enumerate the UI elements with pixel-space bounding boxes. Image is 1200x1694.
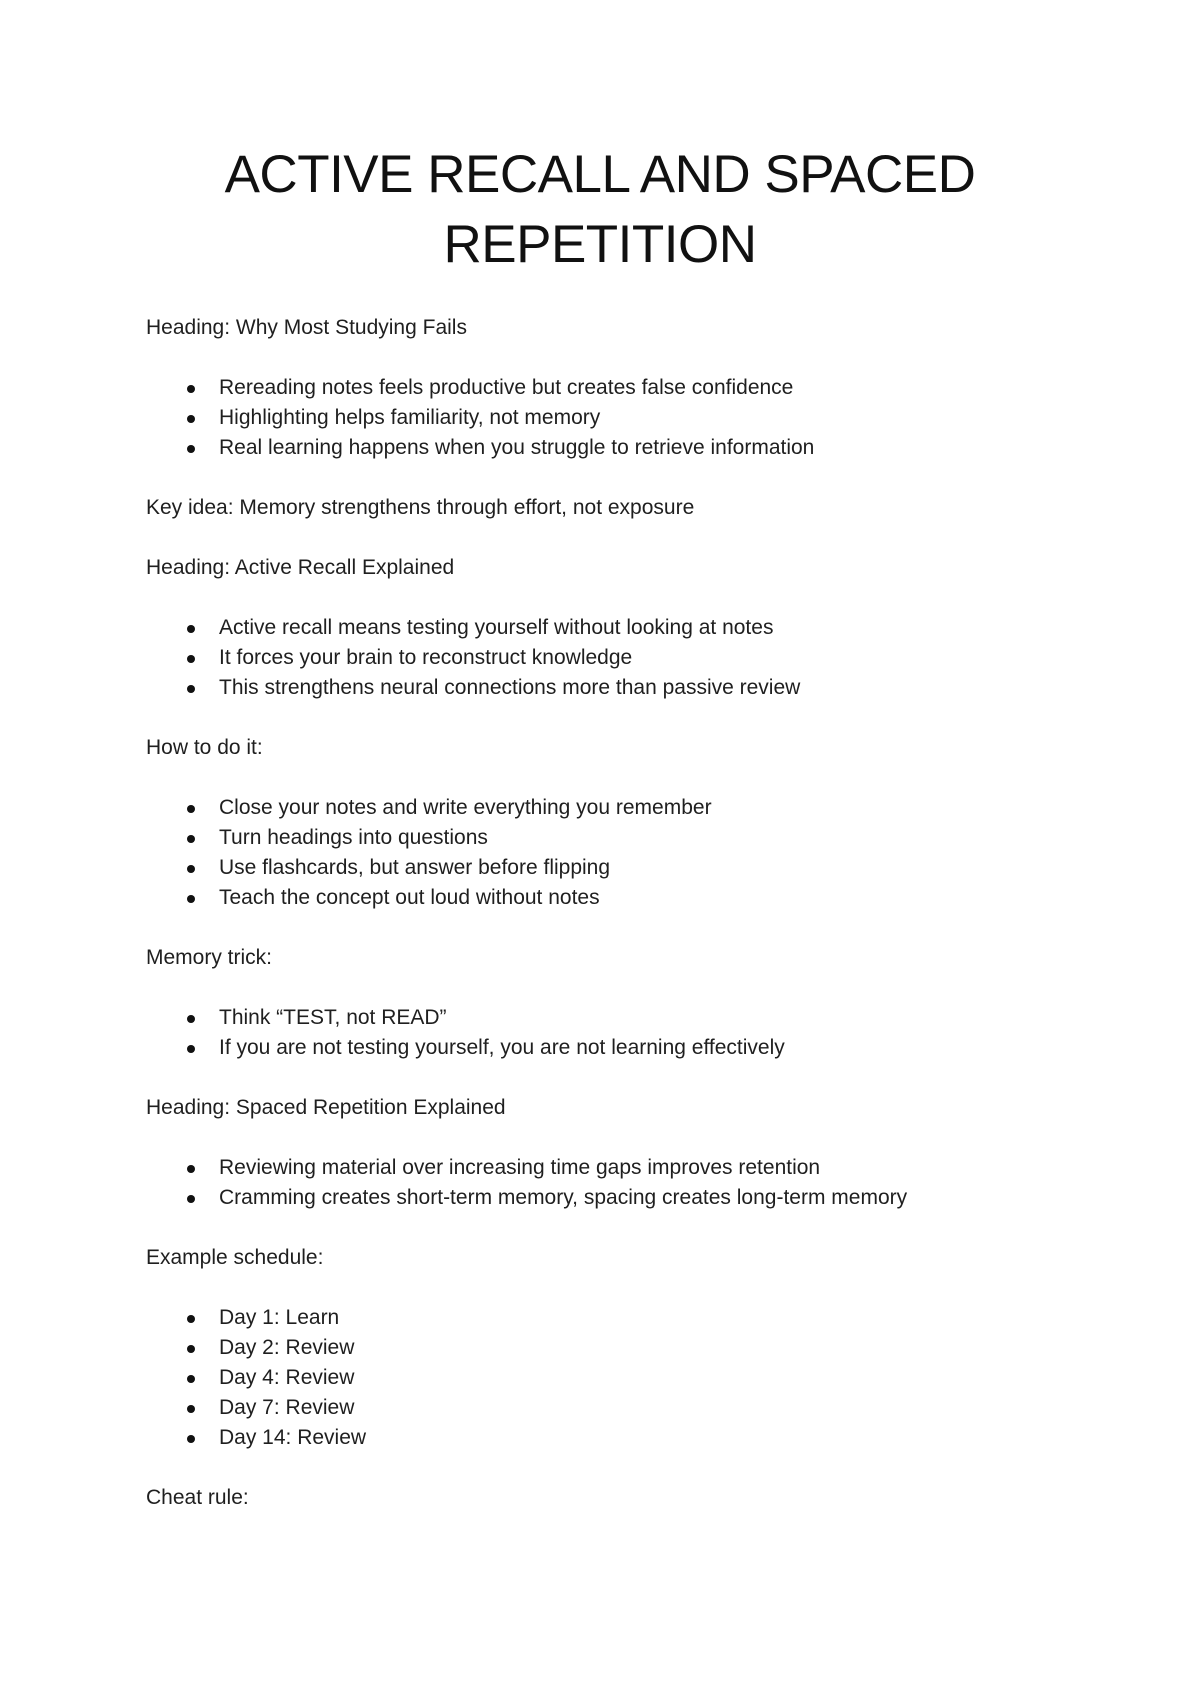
list-item [146, 403, 1046, 433]
list-item [146, 1183, 1046, 1213]
section-heading-active-recall: Heading: Active Recall Explained [146, 556, 455, 579]
list-item [146, 793, 1046, 823]
list-item-text: Think “TEST, not READ” [219, 1006, 447, 1029]
bullet-list-why-studying-fails [146, 373, 1046, 463]
list-item-text: If you are not testing yourself, you are not learning effectively [219, 1036, 785, 1059]
bullet-icon [187, 895, 195, 903]
bullet-icon [187, 1315, 195, 1323]
bullet-icon [187, 685, 195, 693]
bullet-icon [187, 865, 195, 873]
bullet-icon [187, 835, 195, 843]
list-item [146, 823, 1046, 853]
list-item [146, 853, 1046, 883]
bullet-icon [187, 1405, 195, 1413]
bullet-icon [187, 1045, 195, 1053]
list-item [146, 1153, 1046, 1183]
bullet-icon [187, 1165, 195, 1173]
list-item-text: Active recall means testing yourself without looking at notes [219, 616, 774, 639]
key-idea: Key idea: Memory strengthens through effort, not exposure [146, 496, 695, 519]
list-item-text: Close your notes and write everything you remember [219, 796, 712, 819]
list-item [146, 643, 1046, 673]
section-heading-spaced-repetition: Heading: Spaced Repetition Explained [146, 1096, 506, 1119]
bullet-list-spaced-repetition [146, 1153, 1046, 1213]
list-item-text: Turn headings into questions [219, 826, 488, 849]
how-to-label: How to do it: [146, 736, 263, 759]
bullet-icon [187, 385, 195, 393]
title-line-1: ACTIVE RECALL AND SPACED [224, 145, 976, 204]
list-item [146, 883, 1046, 913]
title-line-2: REPETITION [443, 215, 757, 274]
bullet-icon [187, 655, 195, 663]
bullet-icon [187, 805, 195, 813]
bullet-list-memory-trick [146, 1003, 1046, 1063]
bullet-icon [187, 1375, 195, 1383]
bullet-list-schedule [146, 1303, 1046, 1453]
example-schedule-label: Example schedule: [146, 1246, 324, 1269]
list-item [146, 673, 1046, 703]
list-item-text: It forces your brain to reconstruct knowledge [219, 646, 633, 669]
list-item-text: Rereading notes feels productive but creates false confidence [219, 376, 794, 399]
bullet-icon [187, 1015, 195, 1023]
list-item-text: This strengthens neural connections more than passive review [219, 676, 801, 699]
list-item-text: Teach the concept out loud without notes [219, 886, 600, 909]
list-item-text: Day 1: Learn [219, 1306, 340, 1329]
bullet-icon [187, 1195, 195, 1203]
list-item-text: Real learning happens when you struggle to retrieve information [219, 436, 815, 459]
list-item [146, 613, 1046, 643]
list-item [146, 1033, 1046, 1063]
list-item-text: Day 14: Review [219, 1426, 367, 1449]
list-item [146, 373, 1046, 403]
bullet-icon [187, 1345, 195, 1353]
list-item [146, 1333, 1046, 1363]
list-item [146, 1393, 1046, 1423]
memory-trick-label: Memory trick: [146, 946, 272, 969]
list-item-text: Day 7: Review [219, 1396, 355, 1419]
list-item [146, 1363, 1046, 1393]
list-item [146, 1423, 1046, 1453]
list-item-text: Use flashcards, but answer before flipping [219, 856, 611, 879]
bullet-icon [187, 415, 195, 423]
bullet-list-how-to [146, 793, 1046, 913]
list-item [146, 433, 1046, 463]
document-body [146, 313, 1046, 1543]
document-title [146, 140, 1054, 280]
cheat-rule-label: Cheat rule: [146, 1486, 249, 1509]
list-item [146, 1003, 1046, 1033]
bullet-icon [187, 445, 195, 453]
bullet-icon [187, 625, 195, 633]
section-heading-why-studying-fails: Heading: Why Most Studying Fails [146, 316, 467, 339]
list-item-text: Day 2: Review [219, 1336, 355, 1359]
list-item-text: Cramming creates short-term memory, spacing creates long-term memory [219, 1186, 908, 1209]
list-item [146, 1303, 1046, 1333]
bullet-list-active-recall [146, 613, 1046, 703]
list-item-text: Day 4: Review [219, 1366, 355, 1389]
list-item-text: Highlighting helps familiarity, not memory [219, 406, 601, 429]
bullet-icon [187, 1435, 195, 1443]
list-item-text: Reviewing material over increasing time gaps improves retention [219, 1156, 821, 1179]
